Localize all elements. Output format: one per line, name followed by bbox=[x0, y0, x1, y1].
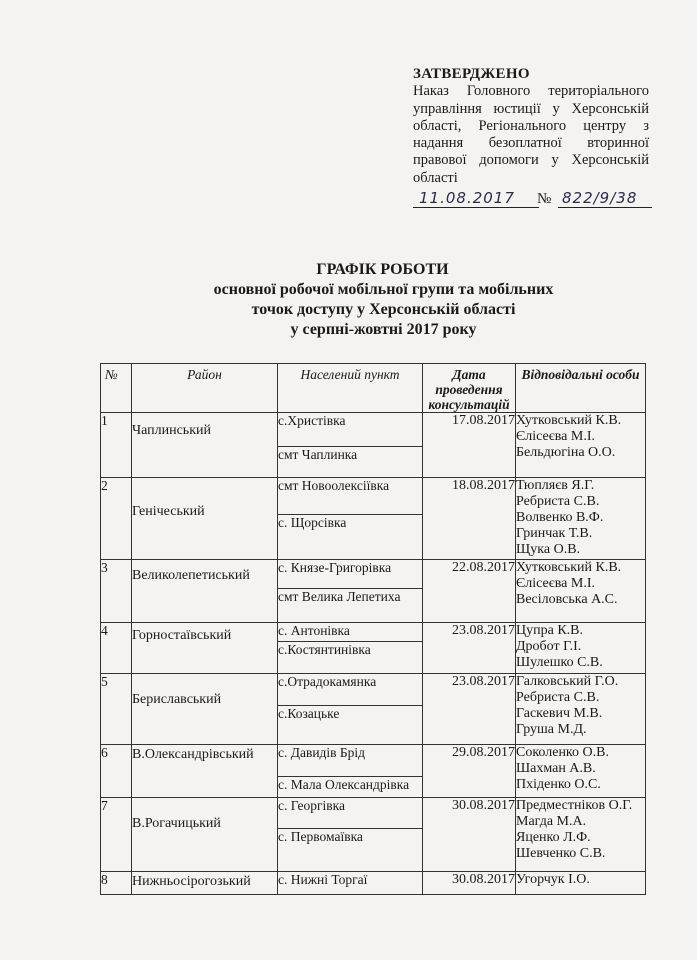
responsible-person: Соколенко О.В. bbox=[516, 745, 609, 760]
header-responsible: Відповідальні особи bbox=[516, 364, 646, 413]
responsible-persons bbox=[516, 798, 646, 872]
settlement-name: с. Антонівка bbox=[278, 623, 423, 642]
responsible-persons bbox=[516, 872, 646, 895]
approval-block bbox=[413, 66, 649, 213]
row-number: 3 bbox=[101, 560, 132, 623]
table-row bbox=[101, 798, 646, 829]
table-row bbox=[101, 560, 646, 589]
table-header-row bbox=[101, 364, 646, 413]
settlement-name: смт Новоолексіївка bbox=[278, 478, 423, 515]
responsible-person: Цупра К.В. bbox=[516, 623, 583, 638]
responsible-person: Шевченко С.В. bbox=[516, 846, 606, 861]
row-number: 8 bbox=[101, 872, 132, 895]
responsible-person: Гринчак Т.В. bbox=[516, 526, 593, 541]
consultation-date: 23.08.2017 bbox=[423, 623, 516, 674]
consultation-date: 17.08.2017 bbox=[423, 413, 516, 478]
settlement-name: с.Костянтинівка bbox=[278, 642, 423, 674]
title-line-1: ГРАФІК РОБОТИ bbox=[316, 261, 449, 278]
document-title bbox=[0, 260, 697, 340]
title-line-3: точок доступу у Херсонській області bbox=[251, 301, 516, 318]
row-number: 7 bbox=[101, 798, 132, 872]
responsible-person: Угорчук І.О. bbox=[516, 872, 590, 887]
table-row bbox=[101, 745, 646, 777]
row-number: 5 bbox=[101, 674, 132, 745]
approval-heading: ЗАТВЕРДЖЕНО bbox=[413, 66, 530, 82]
district-name: Генічеський bbox=[132, 478, 278, 560]
responsible-person: Тюпляєв Я.Г. bbox=[516, 478, 595, 493]
district-name: Бериславський bbox=[132, 674, 278, 745]
responsible-person: Щука О.В. bbox=[516, 542, 581, 557]
responsible-person: Груша М.Д. bbox=[516, 722, 587, 737]
header-district: Район bbox=[132, 364, 278, 413]
title-line-4: у серпні-жовтні 2017 року bbox=[290, 321, 477, 338]
order-signature-line bbox=[413, 189, 649, 213]
responsible-persons bbox=[516, 623, 646, 674]
responsible-persons bbox=[516, 674, 646, 745]
district-name: В.Рогачицький bbox=[132, 798, 278, 872]
order-date: 11.08.2017 bbox=[413, 189, 539, 208]
order-number: 822/9/38 bbox=[558, 189, 652, 208]
district-name: Горностаївський bbox=[132, 623, 278, 674]
settlement-name: с.Отрадокамянка bbox=[278, 674, 423, 706]
responsible-person: Дробот Г.І. bbox=[516, 639, 582, 654]
district-name: Нижньосірогозький bbox=[132, 872, 278, 895]
table-row bbox=[101, 623, 646, 642]
responsible-person: Шахман А.В. bbox=[516, 761, 596, 776]
settlement-name: смт Чаплинка bbox=[278, 447, 423, 478]
consultation-date: 30.08.2017 bbox=[423, 798, 516, 872]
district-name: Чаплинський bbox=[132, 413, 278, 478]
responsible-person: Волвенко В.Ф. bbox=[516, 510, 604, 525]
responsible-person: Галковський Г.О. bbox=[516, 674, 619, 689]
district-name: В.Олександрівський bbox=[132, 745, 278, 798]
settlement-name: с. Георгівка bbox=[278, 798, 423, 829]
responsible-person: Шулешко С.В. bbox=[516, 655, 603, 670]
responsible-person: Ребриста С.В. bbox=[516, 690, 600, 705]
settlement-name: с. Мала Олександрівка bbox=[278, 777, 423, 798]
header-no: № bbox=[101, 364, 132, 413]
responsible-persons bbox=[516, 478, 646, 560]
responsible-person: Пхіденко О.С. bbox=[516, 777, 601, 792]
settlement-name: с. Князе-Григорівка bbox=[278, 560, 423, 589]
responsible-person: Яценко Л.Ф. bbox=[516, 830, 591, 845]
settlement-name: с. Первомаївка bbox=[278, 829, 423, 872]
responsible-persons bbox=[516, 560, 646, 623]
header-date: Дата проведення консультацій bbox=[423, 364, 516, 413]
responsible-person: Магда М.А. bbox=[516, 814, 587, 829]
responsible-person: Ребриста С.В. bbox=[516, 494, 600, 509]
row-number: 1 bbox=[101, 413, 132, 478]
district-name: Великолепетиський bbox=[132, 560, 278, 623]
settlement-name: с.Христівка bbox=[278, 413, 423, 447]
header-place: Населений пункт bbox=[278, 364, 423, 413]
consultation-date: 30.08.2017 bbox=[423, 872, 516, 895]
responsible-persons bbox=[516, 413, 646, 478]
responsible-person: Бельдюгіна О.О. bbox=[516, 445, 616, 460]
responsible-person: Єлісеєва М.І. bbox=[516, 429, 595, 444]
consultation-date: 18.08.2017 bbox=[423, 478, 516, 560]
responsible-person: Веcіловська А.С. bbox=[516, 592, 618, 607]
settlement-name: с. Давидів Брід bbox=[278, 745, 423, 777]
responsible-person: Хутковський К.В. bbox=[516, 413, 622, 428]
schedule-table bbox=[100, 363, 646, 895]
consultation-date: 22.08.2017 bbox=[423, 560, 516, 623]
approval-text: Наказ Головного територіального управління юстиції у Херсонській області, Регіонального центру з надання безоплатної вторинної правової допомоги у Херсонській області bbox=[413, 83, 649, 186]
responsible-person: Хутковський К.В. bbox=[516, 560, 622, 575]
row-number: 2 bbox=[101, 478, 132, 560]
table-row bbox=[101, 674, 646, 706]
table-row bbox=[101, 478, 646, 515]
order-number-sign: № bbox=[537, 191, 552, 208]
row-number: 6 bbox=[101, 745, 132, 798]
settlement-name: смт Велика Лепетиха bbox=[278, 589, 423, 623]
responsible-person: Гаскевич М.В. bbox=[516, 706, 603, 721]
title-line-2: основної робочої мобільної групи та мобільних bbox=[213, 281, 554, 298]
responsible-persons bbox=[516, 745, 646, 798]
consultation-date: 29.08.2017 bbox=[423, 745, 516, 798]
settlement-name: с.Козацьке bbox=[278, 706, 423, 745]
settlement-name: с. Щорсівка bbox=[278, 515, 423, 560]
settlement-name: с. Нижні Торгаї bbox=[278, 872, 423, 895]
responsible-person: Єлісеєва М.І. bbox=[516, 576, 595, 591]
consultation-date: 23.08.2017 bbox=[423, 674, 516, 745]
table-row bbox=[101, 872, 646, 895]
row-number: 4 bbox=[101, 623, 132, 674]
responsible-person: Предместніков О.Г. bbox=[516, 798, 633, 813]
table-row bbox=[101, 413, 646, 447]
